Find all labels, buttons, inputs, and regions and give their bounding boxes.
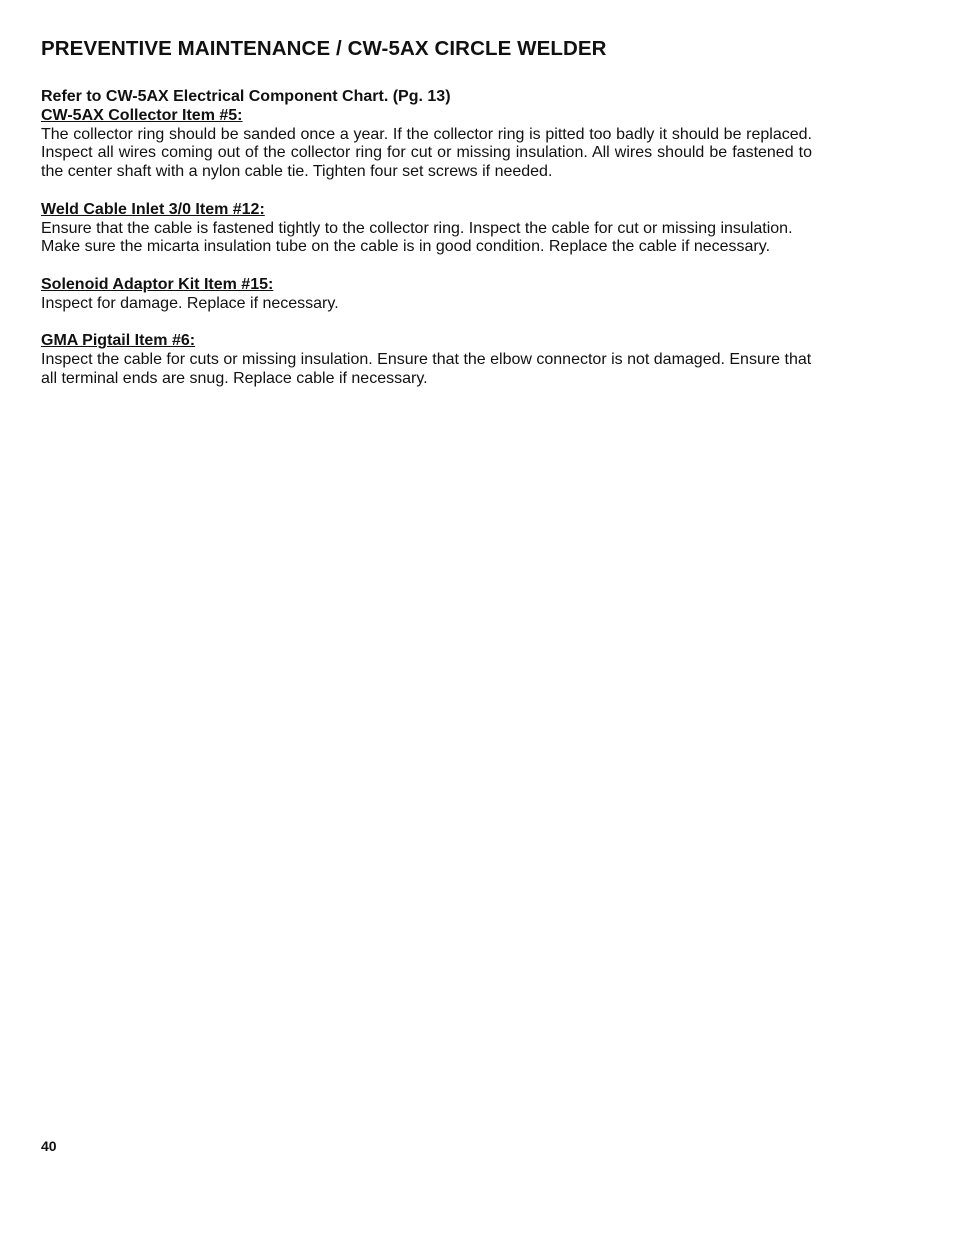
section-weld-cable-inlet <box>41 201 812 257</box>
section-heading: Weld Cable Inlet 3/0 Item #12: <box>41 200 265 218</box>
section-gma-pigtail <box>41 332 812 388</box>
section-solenoid-adaptor-kit <box>41 276 812 314</box>
section-body: Inspect for damage. Replace if necessary. <box>41 294 339 312</box>
page-number: 40 <box>41 1138 57 1154</box>
section-heading: Solenoid Adaptor Kit Item #15: <box>41 275 274 293</box>
section-body: Inspect the cable for cuts or missing insulation. Ensure that the elbow connector is not damaged. Ensure that all terminal ends are snug. Replace cable if necessary. <box>41 351 812 387</box>
section-collector <box>41 107 812 182</box>
section-body: Ensure that the cable is fastened tightly to the collector ring. Inspect the cable for cut or missing insulation. Make sure the micarta insulation tube on the cable is in good condition. Replace the cable if necessary. <box>41 219 793 256</box>
section-heading: GMA Pigtail Item #6: <box>41 332 196 350</box>
section-body: The collector ring should be sanded once a year. If the collector ring is pitted too badly it should be replaced. Inspect all wires coming out of the collector ring for cut or missing insulation. All wires should be fastened to the center shaft with a nylon cable tie. Tighten four set screws if needed. <box>41 125 812 181</box>
reference-note: Refer to CW-5AX Electrical Component Chart. (Pg. 13) <box>41 88 451 105</box>
document-body <box>41 88 812 408</box>
page-title: PREVENTIVE MAINTENANCE / CW-5AX CIRCLE WELDER <box>41 37 607 60</box>
section-heading: CW-5AX Collector Item #5: <box>41 106 243 124</box>
